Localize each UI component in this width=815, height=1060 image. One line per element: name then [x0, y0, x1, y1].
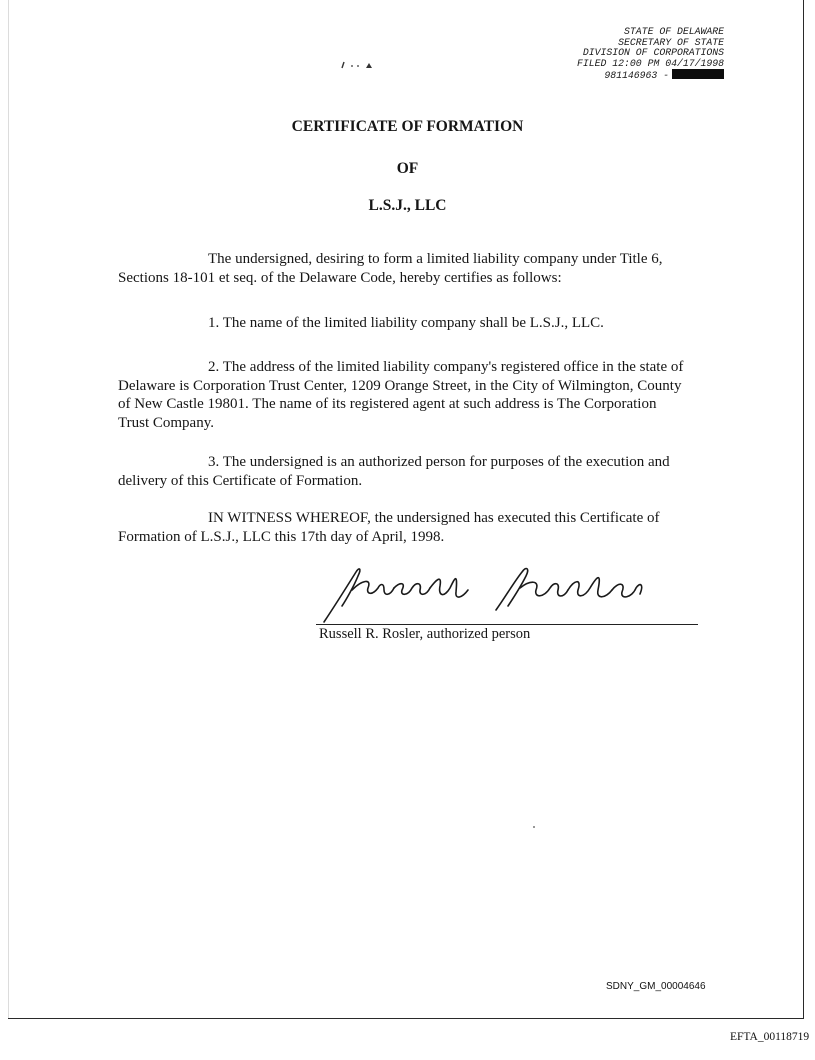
- efta-number: EFTA_00118719: [730, 1031, 810, 1043]
- scan-mark: [339, 60, 379, 73]
- stamp-file-number: 981146963 -: [604, 70, 669, 82]
- signature-line: [316, 624, 698, 625]
- document-title: CERTIFICATE OF FORMATION: [291, 118, 524, 135]
- speck: [533, 826, 535, 828]
- filing-stamp: [546, 27, 724, 82]
- stamp-state: STATE OF DELAWARE: [624, 26, 724, 37]
- stamp-secretary: SECRETARY OF STATE: [618, 36, 724, 48]
- signature-icon: [316, 560, 706, 630]
- handwritten-signature: [316, 560, 706, 630]
- item-2-paragraph: 2. The address of the limited liability company's registered office in the state of Delaware is Corporation Trust Center, 1209 Orange Street, in the City of Wilmington, County of New Castle 19801. The name of its registered agent at such address is The Corporation Trust Company.: [118, 359, 684, 431]
- stamp-division: DIVISION OF CORPORATIONS: [582, 47, 724, 59]
- stamp-file-number-line: [546, 69, 724, 82]
- witness-paragraph: IN WITNESS WHEREOF, the undersigned has executed this Certificate of Formation of L.S.J., LLC this 17th day of April, 1998.: [118, 510, 660, 545]
- item-3-paragraph: 3. The undersigned is an authorized person for purposes of the execution and delivery of this Certificate of Formation.: [118, 454, 670, 489]
- scan-mark-icon: [339, 60, 379, 70]
- intro-paragraph: The undersigned, desiring to form a limited liability company under Title 6, Sections 18-101 et seq. of the Delaware Code, hereby certifies as follows:: [118, 251, 663, 286]
- redaction-bar: [672, 69, 724, 79]
- title-of: OF: [396, 160, 419, 177]
- stamp-filed: FILED 12:00 PM 04/17/1998: [577, 57, 724, 69]
- item-1-paragraph: 1. The name of the limited liability company shall be L.S.J., LLC.: [208, 315, 604, 331]
- signatory-name: Russell R. Rosler, authorized person: [319, 626, 531, 642]
- bates-number: SDNY_GM_00004646: [606, 981, 706, 992]
- company-name-title: L.S.J., LLC: [368, 197, 447, 214]
